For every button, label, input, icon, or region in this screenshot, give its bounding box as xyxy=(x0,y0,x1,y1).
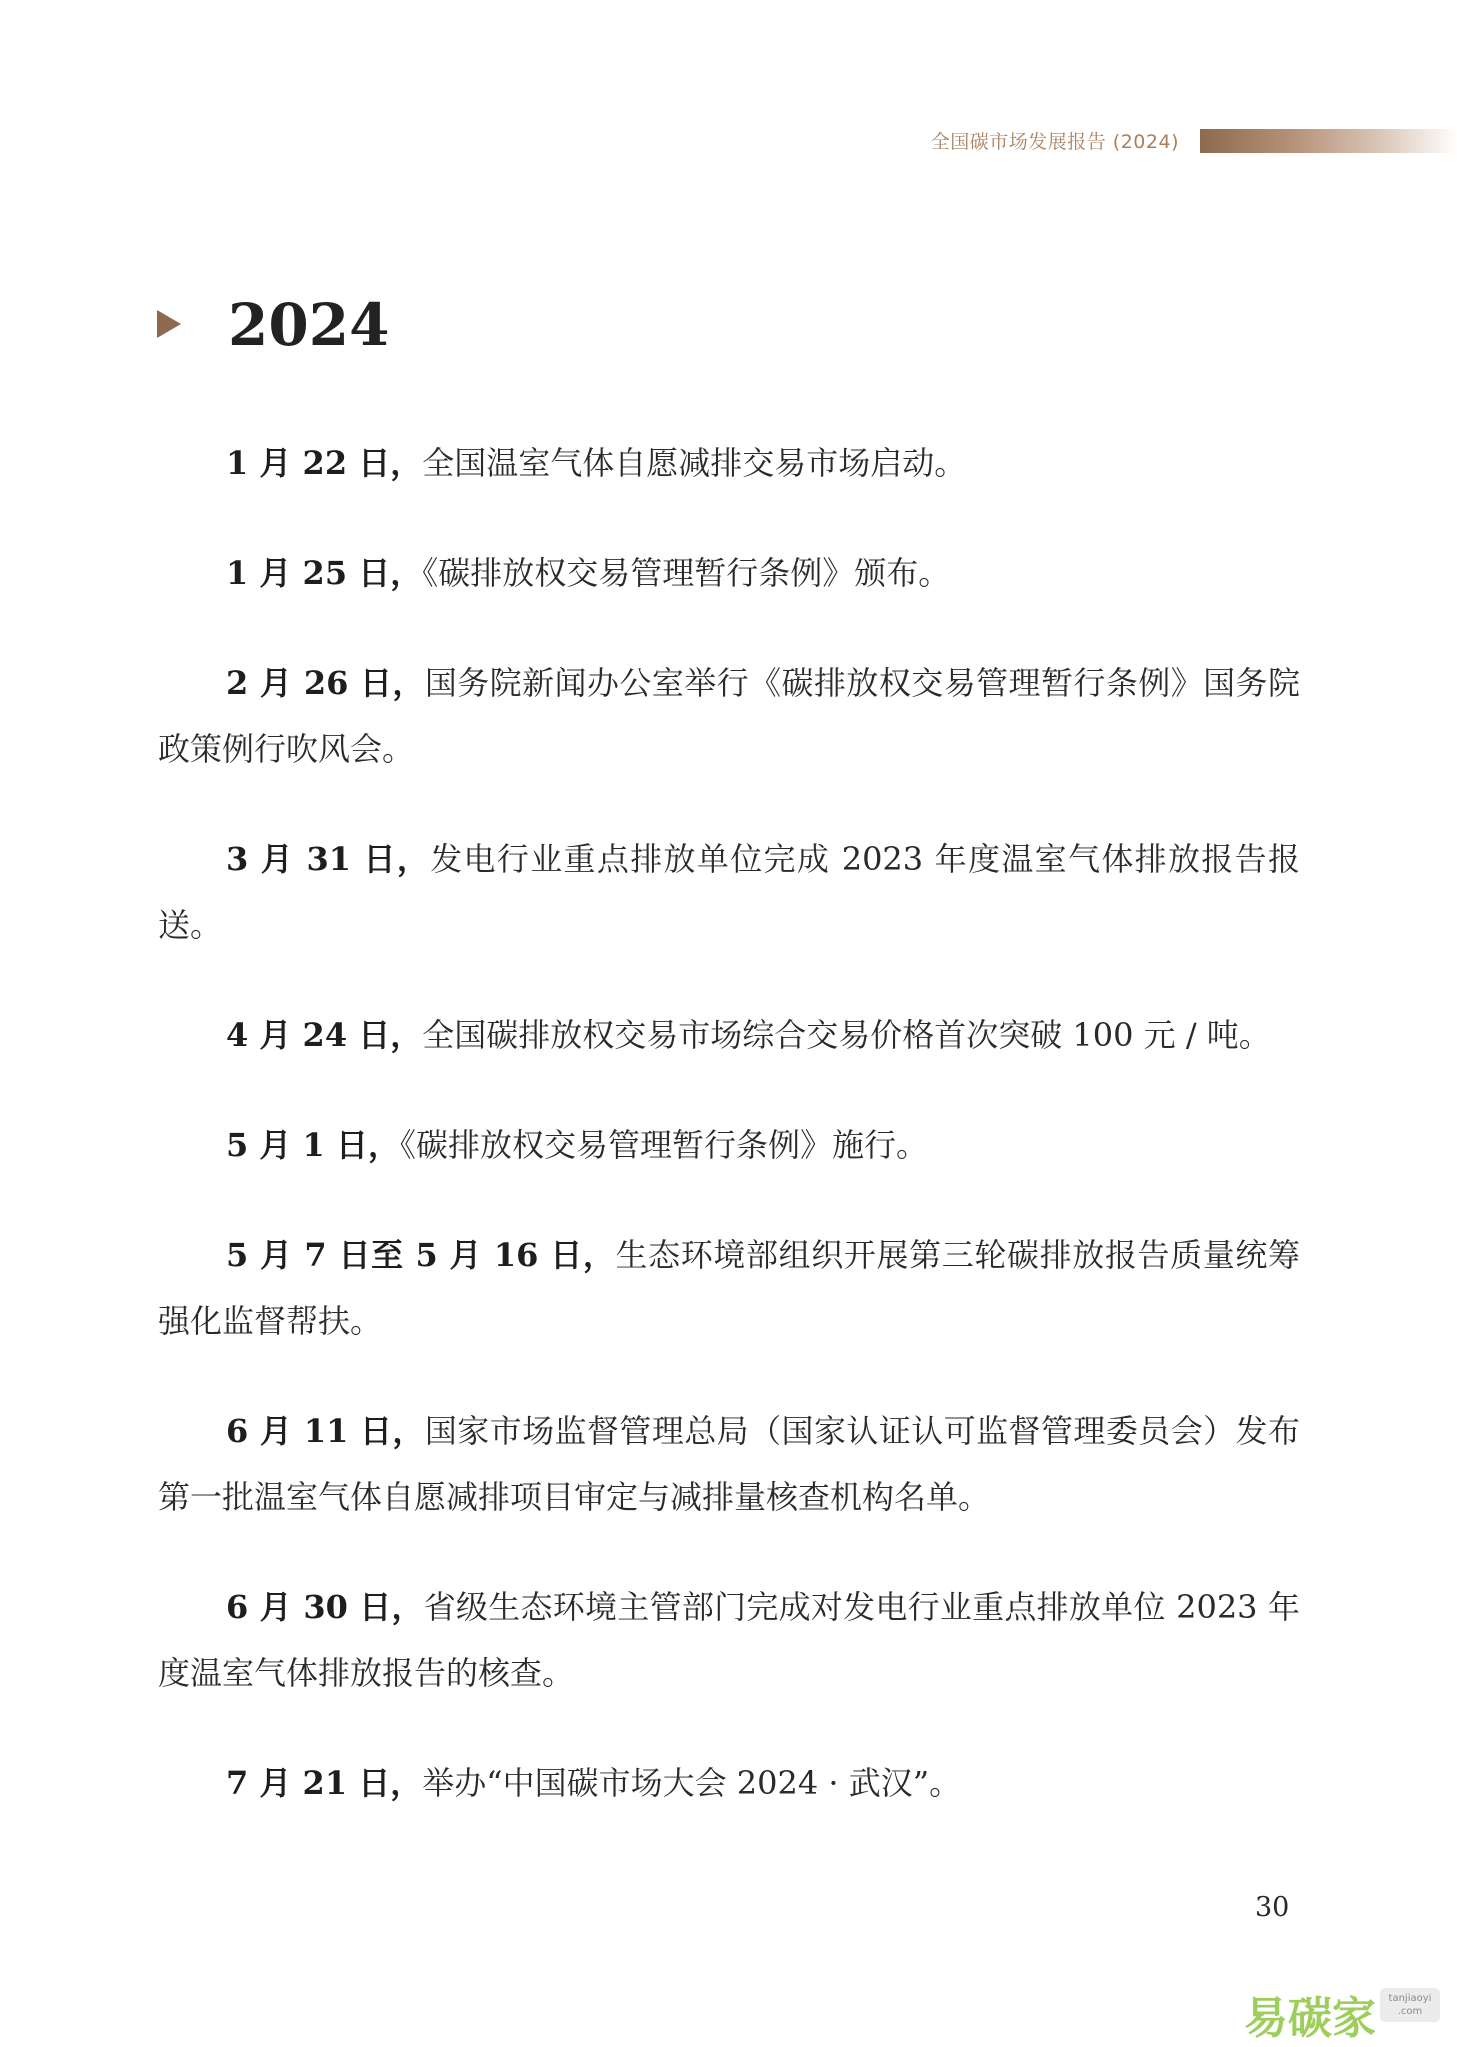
timeline-entry xyxy=(158,1398,1300,1530)
entry-date: 1 月 25 日， xyxy=(226,554,423,592)
entry-text: 全国碳排放权交易市场综合交易价格首次突破 100 元 / 吨。 xyxy=(422,1016,1271,1054)
timeline-entry xyxy=(158,1574,1300,1706)
entry-date: 6 月 30 日， xyxy=(226,1588,424,1626)
timeline-entry xyxy=(158,650,1300,782)
header-gradient-bar xyxy=(1200,129,1457,153)
entry-date: 7 月 21 日， xyxy=(226,1764,423,1802)
entry-text: 国务院新闻办公室举行《碳排放权交易管理暂行条例》国务院政策例行吹风会。 xyxy=(158,664,1300,768)
triangle-marker-icon xyxy=(157,310,181,338)
timeline-entry xyxy=(158,826,1300,958)
report-header-title: 全国碳市场发展报告 (2024) xyxy=(930,131,1179,153)
entry-date: 1 月 22 日， xyxy=(226,444,423,482)
entry-text: 举办“中国碳市场大会 2024 · 武汉”。 xyxy=(422,1764,962,1802)
timeline-entry xyxy=(158,540,1300,606)
entry-text: 全国温室气体自愿减排交易市场启动。 xyxy=(422,444,967,482)
entry-date: 3 月 31 日， xyxy=(226,840,431,878)
entry-date: 5 月 1 日， xyxy=(226,1126,400,1164)
watermark-domain-line2: .com xyxy=(1397,2006,1423,2017)
watermark-domain-line1: tanjiaoyi xyxy=(1388,1993,1432,2004)
entry-text: 《碳排放权交易管理暂行条例》施行。 xyxy=(399,1126,928,1164)
entry-text: 国家市场监督管理总局（国家认证认可监督管理委员会）发布第一批温室气体自愿减排项目审定与减排量核查机构名单。 xyxy=(158,1412,1300,1516)
watermark-text: 易碳家 xyxy=(1244,1993,1376,2044)
timeline-entry xyxy=(158,1222,1300,1354)
entry-text: 省级生态环境主管部门完成对发电行业重点排放单位 2023 年度温室气体排放报告的核查。 xyxy=(158,1588,1300,1692)
page-number: 30 xyxy=(1255,1892,1290,1923)
entry-text: 生态环境部组织开展第三轮碳排放报告质量统筹强化监督帮扶。 xyxy=(158,1236,1300,1340)
timeline-entry xyxy=(158,1750,1300,1816)
entry-text: 发电行业重点排放单位完成 2023 年度温室气体排放报告报送。 xyxy=(158,840,1300,944)
timeline-entry xyxy=(158,430,1300,496)
timeline-entries xyxy=(158,430,1300,1860)
timeline-entry xyxy=(158,1112,1300,1178)
entry-date: 2 月 26 日， xyxy=(226,664,425,702)
year-heading: 2024 xyxy=(228,291,390,359)
entry-date: 6 月 11 日， xyxy=(226,1412,425,1450)
timeline-entry xyxy=(158,1002,1300,1068)
watermark-logo xyxy=(1244,1978,1442,2044)
entry-text: 《碳排放权交易管理暂行条例》颁布。 xyxy=(422,554,951,592)
entry-date: 5 月 7 日至 5 月 16 日， xyxy=(226,1236,616,1274)
entry-date: 4 月 24 日， xyxy=(226,1016,423,1054)
watermark-domain-badge xyxy=(1380,1988,1440,2022)
